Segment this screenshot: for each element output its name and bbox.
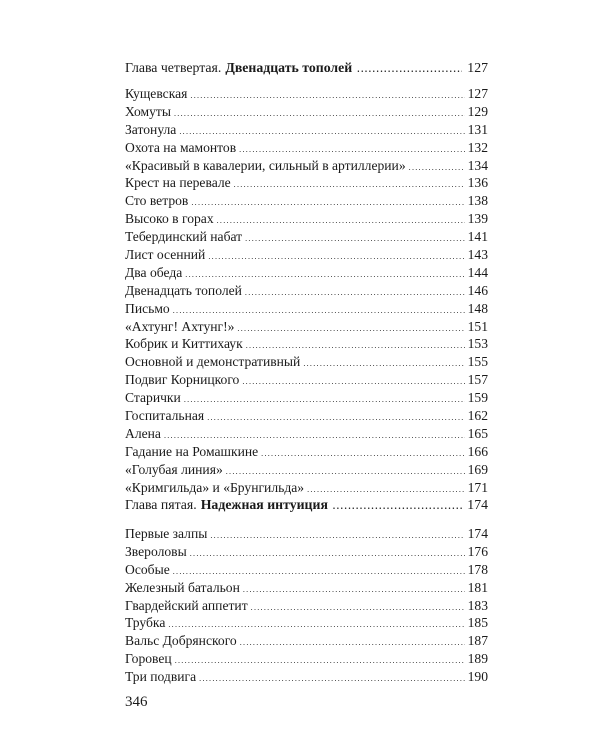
toc-entry xyxy=(125,353,488,371)
chapter-heading xyxy=(125,495,488,514)
toc-entry-title: Лист осенний xyxy=(125,247,206,263)
toc-entry xyxy=(125,371,488,389)
toc-list xyxy=(125,85,488,496)
toc-entry-page: 131 xyxy=(467,121,488,137)
toc-entry-page: 178 xyxy=(467,561,488,577)
toc-entry-title: Старички xyxy=(125,390,181,406)
toc-entry-title: Охота на мамонтов xyxy=(125,139,237,155)
toc-entry-title: Два обеда xyxy=(125,264,183,280)
dot-leader xyxy=(357,60,462,79)
toc-entry-page: 143 xyxy=(467,247,488,263)
toc-entry-title: Алена xyxy=(125,425,161,441)
toc-entry xyxy=(125,461,488,479)
toc-entry-page: 165 xyxy=(467,425,488,441)
toc-entry-title: Трубка xyxy=(125,615,166,631)
toc-entry xyxy=(125,246,488,264)
toc-entry xyxy=(125,650,488,668)
toc-entry-title: Подвиг Корницкого xyxy=(125,372,240,388)
toc-entry-title: Кущевская xyxy=(125,86,188,101)
chapter-title: Двенадцать тополей xyxy=(225,60,353,75)
toc-entry-page: 189 xyxy=(467,651,488,667)
toc-entry-page: 144 xyxy=(467,264,488,280)
chapter-page: 127 xyxy=(467,60,488,75)
toc-entry-page: 139 xyxy=(467,211,488,227)
toc-entry-title: Гадание на Ромашкине xyxy=(125,443,259,459)
toc-entry-title: Особые xyxy=(125,561,170,577)
dot-leader xyxy=(210,527,464,545)
toc-entry-title: Вальс Добрянского xyxy=(125,633,237,649)
toc-entry-page: 169 xyxy=(467,461,488,477)
toc-entry xyxy=(125,300,488,318)
toc-entry-title: Кобрик и Киттихаук xyxy=(125,336,243,352)
dot-leader xyxy=(199,670,464,688)
toc-entry-title: Сто ветров xyxy=(125,193,189,209)
toc-entry xyxy=(125,121,488,139)
toc-entry-page: 162 xyxy=(467,408,488,424)
toc-entry xyxy=(125,614,488,632)
toc-entry-title: Первые залпы xyxy=(125,526,208,541)
chapter-heading xyxy=(125,58,488,77)
toc-entry-title: Гвардейский аппетит xyxy=(125,597,248,613)
toc-entry xyxy=(125,85,488,103)
toc-entry xyxy=(125,139,488,157)
toc-entry-page: 159 xyxy=(467,390,488,406)
chapter-title: Надежная интуиция xyxy=(200,497,328,512)
toc-entry xyxy=(125,479,488,497)
toc-entry-page: 157 xyxy=(467,372,488,388)
toc-entry xyxy=(125,407,488,425)
toc-entry xyxy=(125,103,488,121)
toc-entry xyxy=(125,335,488,353)
toc-entry-page: 187 xyxy=(467,633,488,649)
toc-entry-title: «Кримгильда» и «Брунгильда» xyxy=(125,479,305,495)
toc-entry-page: 136 xyxy=(467,175,488,191)
toc-entry-page: 190 xyxy=(467,669,488,685)
toc-entry-title: Письмо xyxy=(125,300,170,316)
toc-entry xyxy=(125,192,488,210)
dot-leader xyxy=(208,248,464,266)
dot-leader xyxy=(409,159,465,177)
toc-entry xyxy=(125,264,488,282)
dot-leader xyxy=(261,445,464,463)
toc-entry-page: 151 xyxy=(467,318,488,334)
dot-leader xyxy=(333,497,462,516)
toc-entry xyxy=(125,174,488,192)
toc-entry-page: 174 xyxy=(467,526,488,541)
toc-entry xyxy=(125,228,488,246)
dot-leader xyxy=(245,230,465,248)
toc-entry-title: Три подвига xyxy=(125,669,197,685)
toc-entry-page: 141 xyxy=(467,229,488,245)
toc-entry xyxy=(125,443,488,461)
dot-leader xyxy=(251,599,465,617)
toc-entry-title: Основной и демонстративный xyxy=(125,354,301,370)
toc-entry-title: «Ахтунг! Ахтунг!» xyxy=(125,318,235,334)
toc-entry-title: Железный батальон xyxy=(125,579,240,595)
toc-entry-page: 181 xyxy=(467,579,488,595)
toc-entry-title: Тебердинский набат xyxy=(125,229,243,245)
toc-entry-title: Горовец xyxy=(125,651,172,667)
toc-entry-page: 129 xyxy=(467,103,488,119)
toc-entry-title: Госпитальная xyxy=(125,408,205,424)
dot-leader xyxy=(243,581,465,599)
toc-entry xyxy=(125,597,488,615)
toc-entry-title: Затонула xyxy=(125,121,177,137)
toc-entry xyxy=(125,632,488,650)
dot-leader xyxy=(174,105,465,123)
toc-entry-page: 171 xyxy=(467,479,488,495)
dot-leader xyxy=(190,545,465,563)
toc-entry xyxy=(125,318,488,336)
toc-entry-title: «Красивый в кавалерии, сильный в артиллерии» xyxy=(125,157,406,173)
dot-leader xyxy=(242,373,464,391)
toc-entry-title: Двенадцать тополей xyxy=(125,282,242,298)
toc-entry xyxy=(125,561,488,579)
dot-leader xyxy=(303,355,464,373)
dot-leader xyxy=(240,634,465,652)
toc-entry-page: 176 xyxy=(467,543,488,559)
toc-entry-page: 146 xyxy=(467,282,488,298)
toc-entry-page: 138 xyxy=(467,193,488,209)
toc-entry xyxy=(125,157,488,175)
toc-entry-page: 185 xyxy=(467,615,488,631)
toc-entry xyxy=(125,389,488,407)
chapter-page: 174 xyxy=(467,497,488,512)
toc-entry xyxy=(125,210,488,228)
toc-entry xyxy=(125,282,488,300)
toc-entry-title: Хомуты xyxy=(125,103,171,119)
toc-entry-title: «Голубая линия» xyxy=(125,461,223,477)
toc-entry xyxy=(125,579,488,597)
page-number: 346 xyxy=(125,694,148,710)
toc-entry-title: Звероловы xyxy=(125,543,187,559)
toc-entry-page: 148 xyxy=(467,300,488,316)
toc-entry-page: 153 xyxy=(467,336,488,352)
dot-leader xyxy=(245,284,465,302)
dot-leader xyxy=(207,409,464,427)
toc-list xyxy=(125,525,488,686)
dot-leader xyxy=(191,194,464,212)
toc-entry-page: 155 xyxy=(467,354,488,370)
toc-entry-title: Высоко в горах xyxy=(125,211,214,227)
toc-entry xyxy=(125,525,488,543)
toc-entry-page: 166 xyxy=(467,443,488,459)
chapter-prefix: Глава пятая. xyxy=(125,497,197,512)
dot-leader xyxy=(184,391,465,409)
dot-leader xyxy=(237,320,464,338)
toc-entry xyxy=(125,543,488,561)
toc-entry-page: 183 xyxy=(467,597,488,613)
toc-entry-page: 132 xyxy=(467,139,488,155)
dot-leader xyxy=(217,212,465,230)
chapter-prefix: Глава четвертая. xyxy=(125,60,222,75)
dot-leader xyxy=(175,652,465,670)
toc-entry xyxy=(125,425,488,443)
dot-leader xyxy=(234,176,465,194)
toc-entry xyxy=(125,668,488,686)
toc-entry-page: 134 xyxy=(467,157,488,173)
toc-entry-title: Крест на перевале xyxy=(125,175,231,191)
dot-leader xyxy=(190,87,464,105)
toc-entry-page: 127 xyxy=(467,86,488,101)
